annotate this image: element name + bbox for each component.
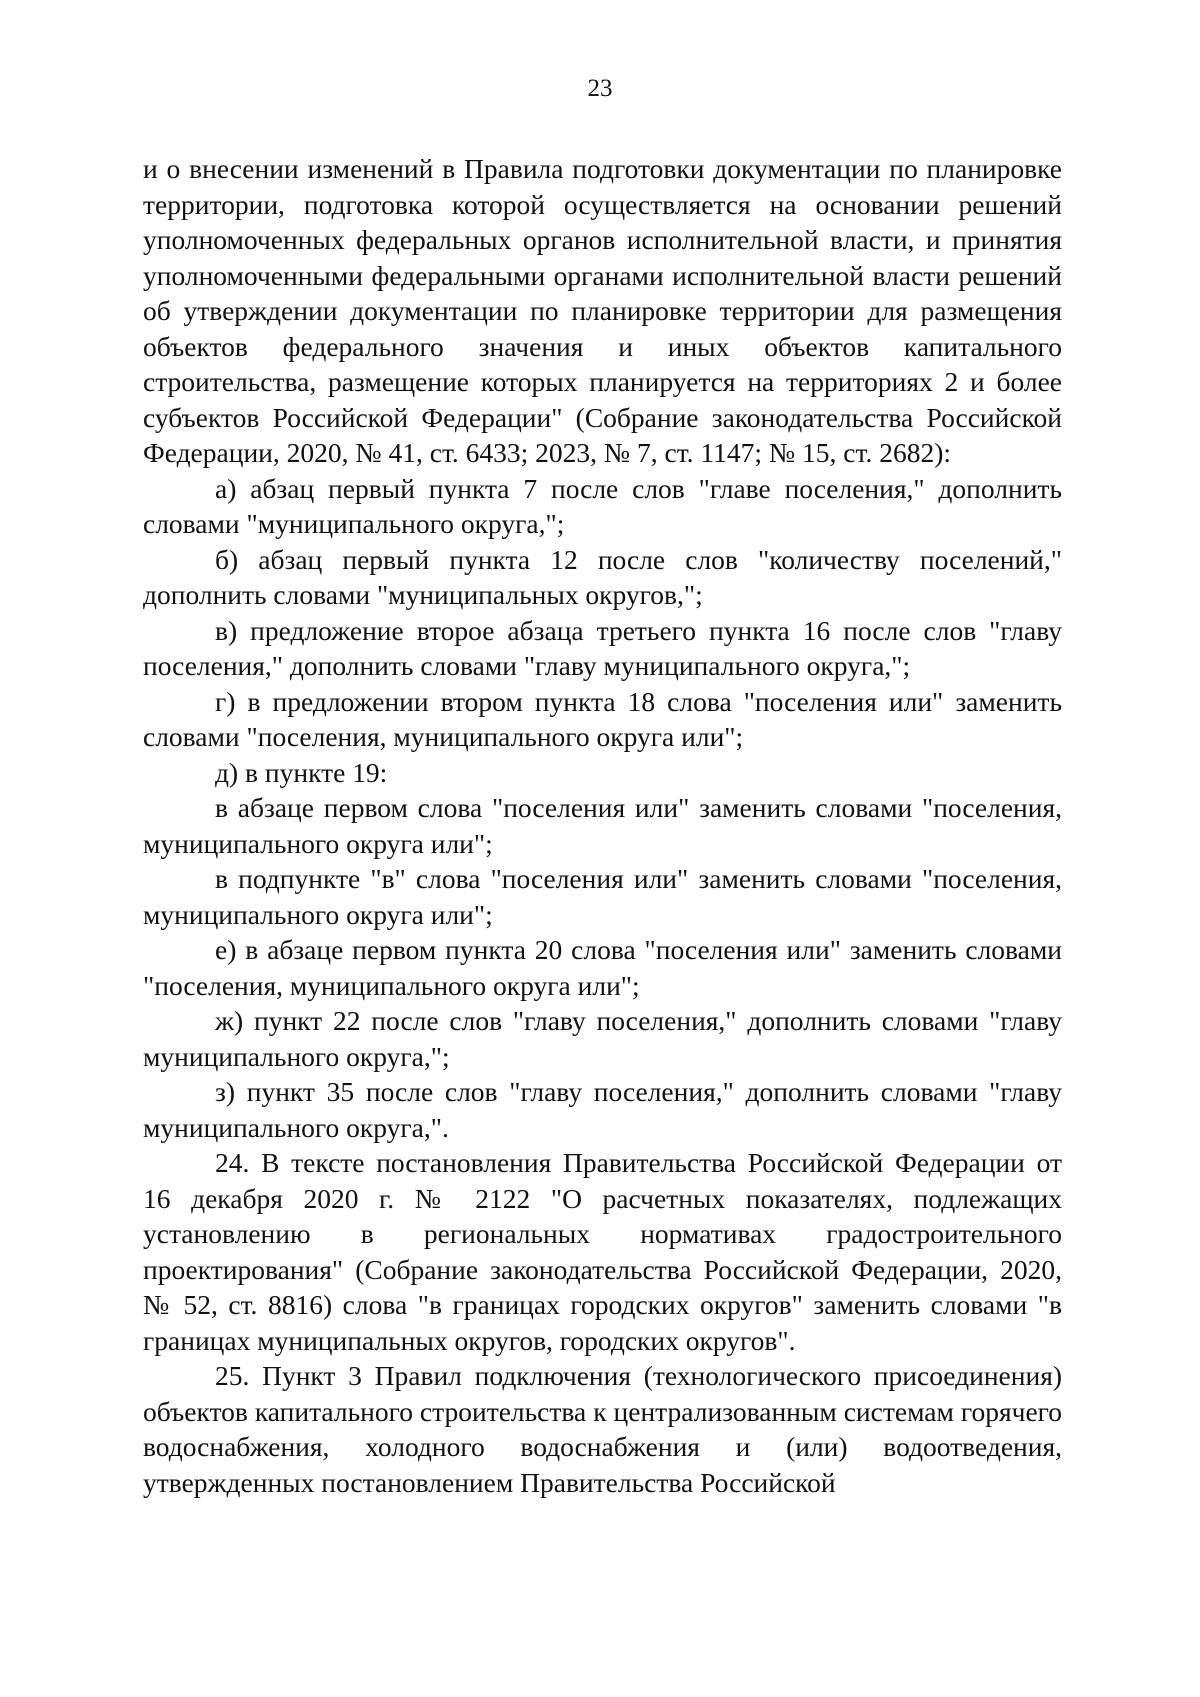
paragraph-item-a: а) абзац первый пункта 7 после слов "главе поселения," дополнить словами "муниципального округа,"; (143, 472, 1062, 539)
paragraph-point-25: 25. Пункт 3 Правил подключения (технологического присоединения) объектов капитального строительства к централизованным системам горячего водоснабжения, холодного водоснабжения и (или) водоотведения, утвержденных постановлением Правительства Российской (143, 1360, 1062, 1498)
paragraph-item-e: е) в абзаце первом пункта 20 слова "поселения или" заменить словами "поселения, муниципального округа или"; (143, 934, 1062, 1001)
paragraph-item-d-first-abzac: в абзаце первом слова "поселения или" заменить словами "поселения, муниципального округа или"; (143, 792, 1062, 859)
paragraph-item-v: в) предложение второе абзаца третьего пункта 16 после слов "главу поселения," дополнить словами "главу муниципального округа,"; (143, 614, 1062, 681)
paragraph-item-zh: ж) пункт 22 после слов "главу поселения," дополнить словами "главу муниципального округа,"; (143, 1005, 1062, 1072)
paragraph-item-d: д) в пункте 19: (215, 756, 388, 788)
paragraph-item-b: б) абзац первый пункта 12 после слов "количеству поселений," дополнить словами "муниципальных округов,"; (143, 543, 1062, 610)
paragraph-item-d-subpunkt-v: в подпункте "в" слова "поселения или" заменить словами "поселения, муниципального округа или"; (143, 863, 1062, 930)
paragraph-item-g: г) в предложении втором пункта 18 слова "поселения или" заменить словами "поселения, муниципального округа или"; (143, 685, 1062, 752)
page-number: 23 (587, 75, 613, 102)
paragraph-point-24: 24. В тексте постановления Правительства Российской Федерации от 16 декабря 2020 г. № 2122 "О расчетных показателях, подлежащих установлению в региональных нормативах градостроительного проектирования" (Собрание законодательства Российской Федерации, 2020, № 52, ст. 8816) слова "в границах городских округов" заменить словами "в границах муниципальных округов, городских округов". (143, 1147, 1062, 1356)
paragraph-item-z: з) пункт 35 после слов "главу поселения," дополнить словами "главу муниципального округа,". (143, 1076, 1062, 1143)
document-body (143, 151, 1062, 1500)
paragraph-intro-continuation: и о внесении изменений в Правила подготовки документации по планировке территории, подготовка которой осуществляется на основании решений уполномоченных федеральных органов исполнительной власти, и принятия уполномоченными федеральными органами исполнительной власти решений об утверждении документации по планировке территории для размещения объектов федерального значения и иных объектов капитального строительства, размещение которых планируется на территориях 2 и более субъектов Российской Федерации" (Собрание законодательства Российской Федерации, 2020, № 41, ст. 6433; 2023, № 7, ст. 1147; № 15, ст. 2682): (143, 153, 1062, 468)
